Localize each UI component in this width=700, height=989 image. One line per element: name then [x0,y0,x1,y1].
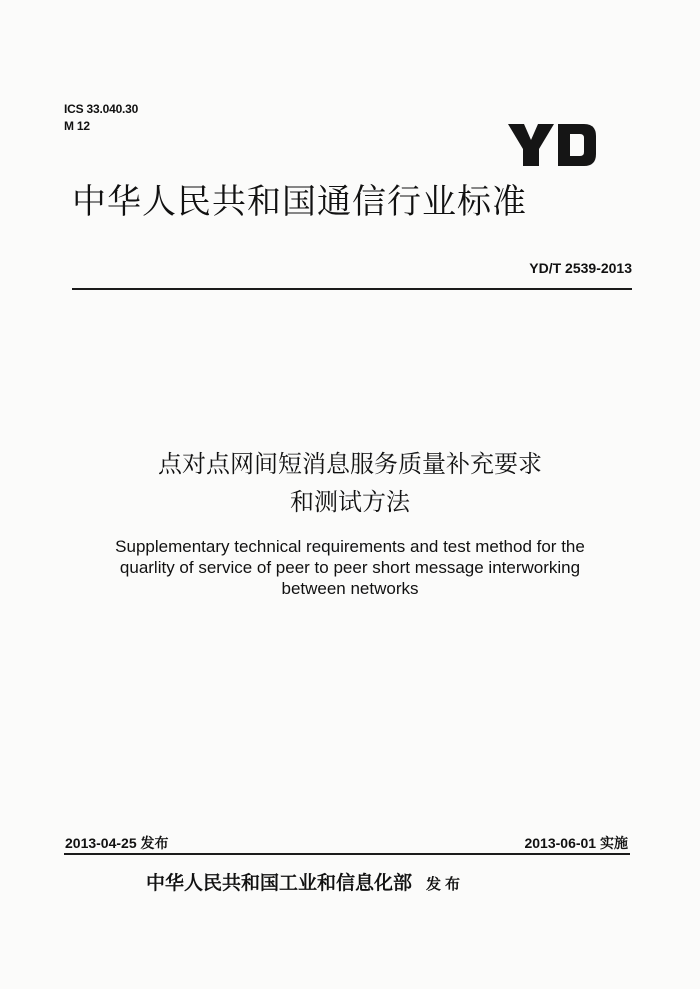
chinese-title [60,445,640,521]
english-title-line-2: quarlity of service of peer to peer short message interworking [119,558,581,577]
issuer-verb: 发布 [426,875,465,893]
ics-code: ICS 33.040.30 [64,102,139,116]
bottom-divider [64,853,630,855]
issuing-authority [146,868,464,895]
yd-logo [506,122,598,168]
english-title [40,536,660,599]
category-code: M 12 [64,119,90,133]
standard-number: YD/T 2539-2013 [529,260,632,276]
english-title-line-1: Supplementary technical requirements and test method for the [115,537,585,556]
chinese-title-line-2: 和测试方法 [290,488,410,516]
issuer-name: 中华人民共和国工业和信息化部 [146,872,413,894]
publish-date: 2013-04-25 发布 [65,835,169,851]
chinese-title-line-1: 点对点网间短消息服务质量补充要求 [158,450,542,478]
english-title-line-3: between networks [281,579,419,598]
implement-date: 2013-06-01 实施 [524,835,628,851]
classification-codes [64,101,138,135]
standard-type-heading: 中华人民共和国通信行业标准 [72,182,527,222]
top-divider [72,288,632,290]
